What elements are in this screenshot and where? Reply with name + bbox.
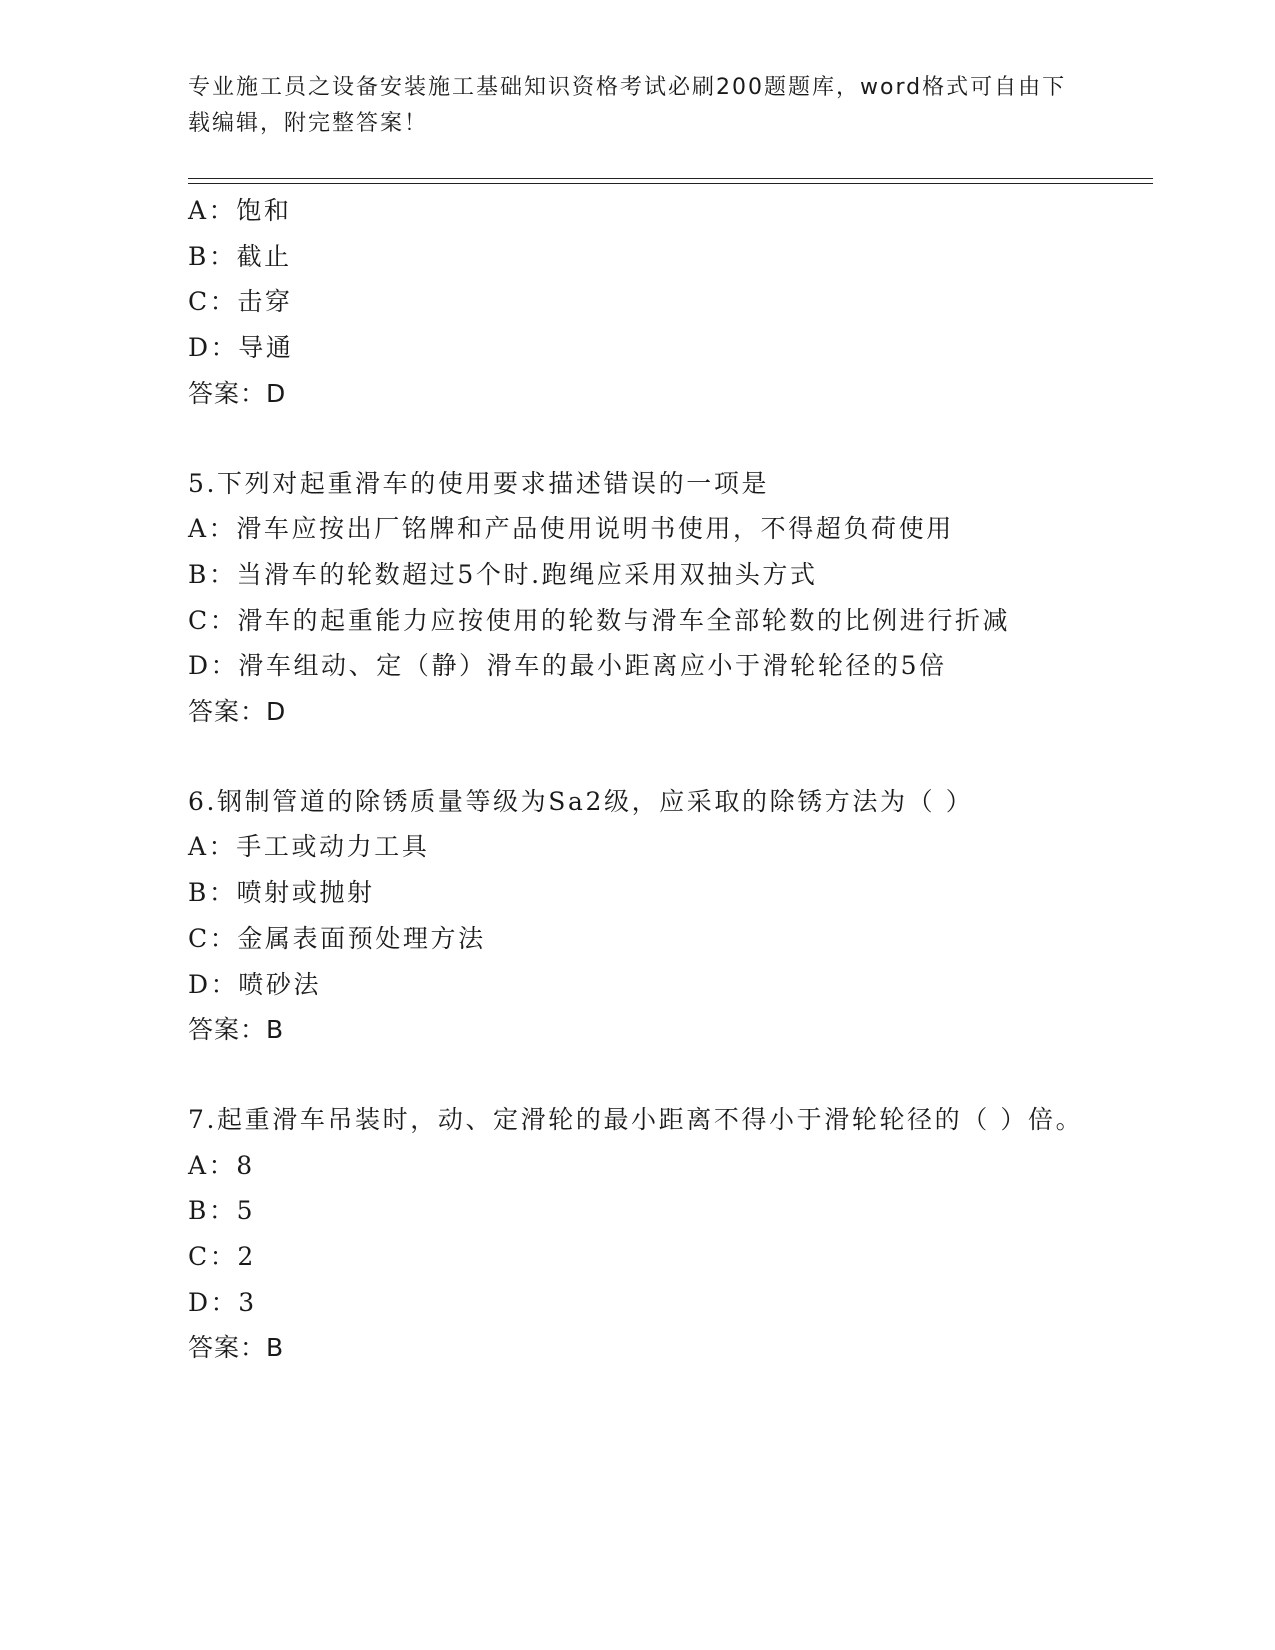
option-a: A：手工或动力工具	[188, 832, 430, 862]
header-divider-top	[188, 178, 1153, 179]
question-stem: 6.钢制管道的除锈质量等级为Sa2级，应采取的除锈方法为（ ）	[188, 786, 974, 816]
document-header	[188, 70, 1068, 142]
spacer	[188, 735, 1088, 779]
spacer	[188, 1053, 1088, 1097]
answer-line: 答案：B	[188, 1333, 285, 1363]
question-stem: 5.下列对起重滑车的使用要求描述错误的一项是	[188, 468, 770, 498]
option-b: B：当滑车的轮数超过5个时.跑绳应采用双抽头方式	[188, 559, 818, 589]
spacer	[188, 417, 1088, 461]
question-partial	[188, 188, 1088, 417]
option-c: C：2	[188, 1242, 256, 1272]
header-divider-bottom	[188, 183, 1153, 184]
answer-line: 答案：B	[188, 1015, 285, 1045]
question-stem: 7.起重滑车吊装时，动、定滑轮的最小距离不得小于滑轮轮径的（ ）倍。	[188, 1104, 1084, 1134]
option-b: B：喷射或抛射	[188, 878, 375, 908]
answer-line: 答案：D	[188, 378, 287, 408]
option-a: A：8	[188, 1150, 255, 1180]
option-c: C：滑车的起重能力应按使用的轮数与滑车全部轮数的比例进行折减	[188, 605, 1011, 635]
document-title: 专业施工员之设备安装施工基础知识资格考试必刷200题题库，word格式可自由下载编辑，附完整答案！	[188, 75, 1067, 136]
option-d: D：滑车组动、定（静）滑车的最小距离应小于滑轮轮径的5倍	[188, 651, 947, 681]
option-c: C：金属表面预处理方法	[188, 923, 486, 953]
answer-line: 答案：D	[188, 697, 287, 727]
option-b: B：5	[188, 1196, 256, 1226]
question-list	[188, 188, 1088, 1371]
option-d: D：3	[188, 1287, 257, 1317]
question-5	[188, 461, 1088, 735]
option-c: C：击穿	[188, 287, 293, 317]
option-d: D：导通	[188, 333, 294, 363]
option-d: D：喷砂法	[188, 969, 322, 999]
option-a: A：滑车应按出厂铭牌和产品使用说明书使用，不得超负荷使用	[188, 514, 954, 544]
option-a: A：饱和	[188, 196, 292, 225]
question-6	[188, 779, 1088, 1053]
option-b: B：截止	[188, 241, 292, 271]
question-7	[188, 1097, 1088, 1371]
